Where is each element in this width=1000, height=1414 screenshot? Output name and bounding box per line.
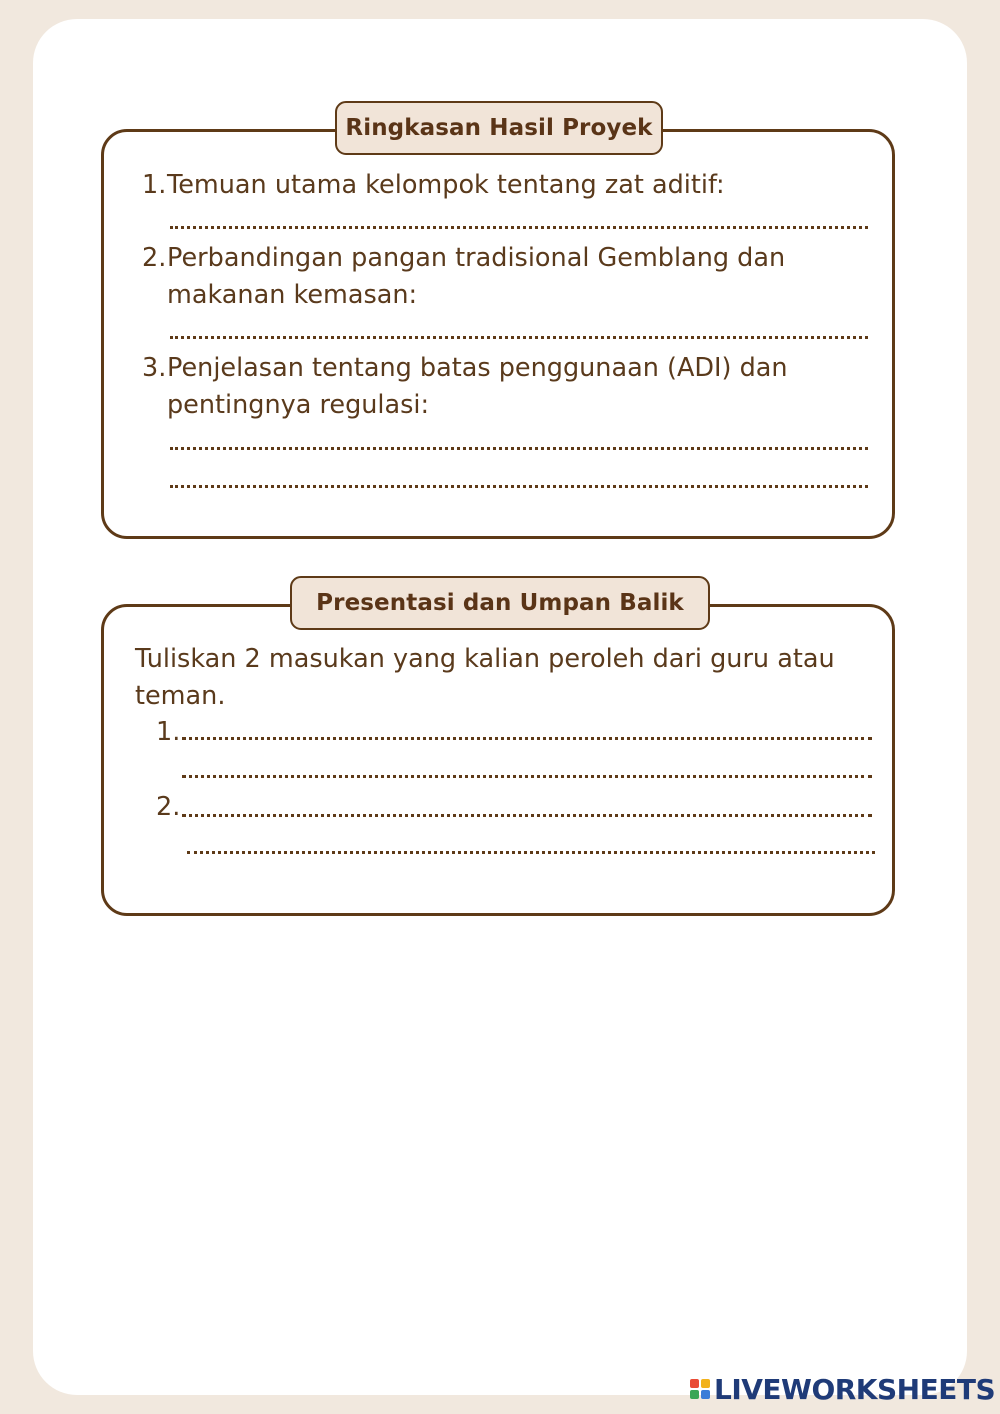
item-3-text-line1: Penjelasan tentang batas penggunaan (ADI) dan <box>167 353 788 383</box>
instruction-line-1: Tuliskan 2 masukan yang kalian peroleh dari guru atau <box>135 644 835 674</box>
answer-line-1[interactable] <box>170 226 868 229</box>
feedback-line-2a[interactable] <box>182 814 872 817</box>
logo-square-2 <box>701 1379 710 1388</box>
project-summary-title: Ringkasan Hasil Proyek <box>335 101 663 155</box>
answer-number-1: 1. <box>156 717 181 747</box>
logo-square-3 <box>690 1390 699 1399</box>
feedback-line-1b[interactable] <box>182 775 872 778</box>
feedback-title: Presentasi dan Umpan Balik <box>290 576 710 630</box>
feedback-line-1a[interactable] <box>182 737 872 740</box>
instruction-line-2: teman. <box>135 681 226 711</box>
item-1-text: Temuan utama kelompok tentang zat aditif: <box>167 170 725 200</box>
brand-name: LIVEWORKSHEETS <box>714 1372 996 1406</box>
answer-line-3a[interactable] <box>170 447 868 450</box>
feedback-line-2b[interactable] <box>187 851 875 854</box>
answer-line-2[interactable] <box>170 336 868 339</box>
liveworksheets-logo <box>690 1373 995 1405</box>
liveworksheets-icon <box>690 1379 710 1399</box>
item-2-text-line1: Perbandingan pangan tradisional Gemblang dan <box>167 243 786 273</box>
logo-square-4 <box>701 1390 710 1399</box>
item-3-text-line2: pentingnya regulasi: <box>167 390 430 420</box>
logo-square-1 <box>690 1379 699 1388</box>
item-2-text-line2: makanan kemasan: <box>167 280 418 310</box>
answer-number-2: 2. <box>156 792 181 822</box>
item-number-1: 1. <box>142 170 167 200</box>
item-number-2: 2. <box>142 243 167 273</box>
item-number-3: 3. <box>142 353 167 383</box>
answer-line-3b[interactable] <box>170 485 868 488</box>
